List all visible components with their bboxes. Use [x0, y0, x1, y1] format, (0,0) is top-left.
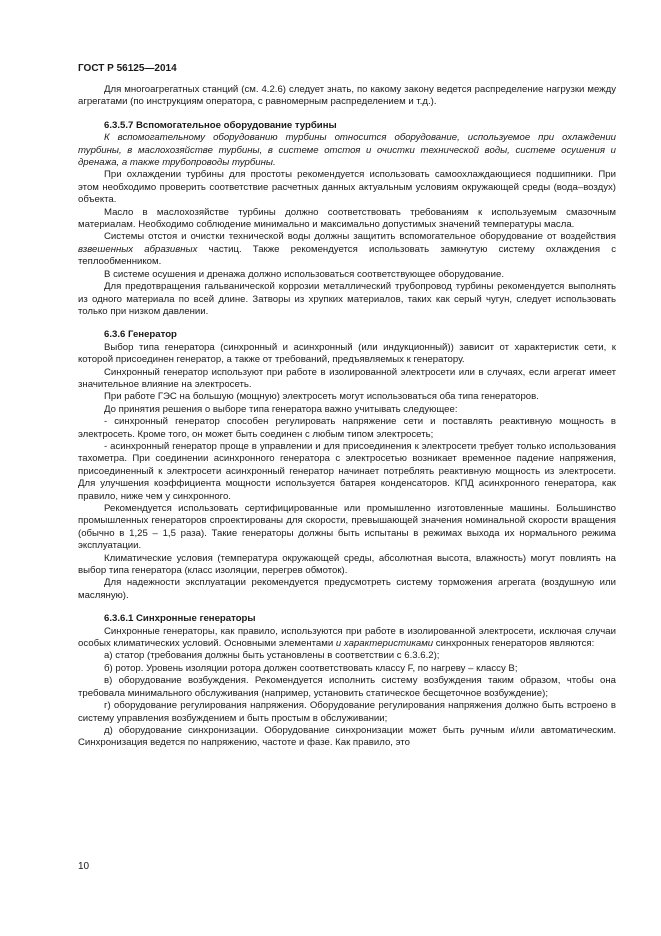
- paragraph: Для предотвращения гальванической коррозии металлический трубопровод турбины рекомендуется выполнять из одного материала по всей длине. Затворы из хрупких материалов, таких как серый чугун, следует использовать только при низком давлении.: [78, 281, 616, 317]
- paragraph: Выбор типа генератора (синхронный и асинхронный (или индукционный)) зависит от характеристик сети, к которой присоединен генератор, а также от требований, предъявляемых к генератору.: [78, 341, 616, 366]
- paragraph: В системе осушения и дренажа должно использоваться соответствующее оборудование.: [104, 268, 504, 280]
- list-item: б) ротор. Уровень изоляции ротора должен соответствовать классу F, по нагреву – классу B;: [104, 662, 518, 674]
- section-heading: 6.3.6.1 Синхронные генераторы: [104, 613, 256, 625]
- list-item: а) статор (требования должны быть установлены в соответствии с 6.3.6.2);: [104, 650, 440, 662]
- document-header: ГОСТ Р 56125—2014: [78, 63, 177, 74]
- paragraph: Синхронный генератор используют при работе в изолированной электросети или в случаях, если агрегат имеет значительное влияние на электросеть.: [78, 366, 616, 390]
- paragraph: [78, 626, 616, 651]
- page-number: 10: [78, 861, 90, 872]
- italic-text: взвешенных абразивных: [78, 243, 198, 255]
- paragraph: Рекомендуется использовать сертифицированные или промышленно изготовленные машины. Большинство промышленных генераторов спроектированы для скорости, превышающей значения номинальной скорости вращения (обычно в 1,25 – 1,5 раза). Такие генераторы должны быть испытаны в режимах выхода их нормального режима эксплуатации.: [78, 503, 616, 552]
- section-heading: 6.3.5.7 Вспомогательное оборудование турбины: [104, 119, 337, 131]
- paragraph: [78, 132, 616, 169]
- paragraph: [78, 231, 616, 268]
- page-body: [78, 84, 616, 750]
- italic-text: и характеристиками: [335, 638, 434, 650]
- text-run: Синхронные генераторы, как правило, используются при работе в изолированной электросети, исключая случаи особых климатических условий. Основными элементами: [78, 625, 616, 650]
- paragraph: Масло в маслохозяйстве турбины должно соответствовать требованиям к используемым смазочным материалам. Необходимо соблюдение минимально и максимально допустимых значений температуры масла.: [78, 206, 616, 231]
- list-item: - асинхронный генератор проще в управлении и для присоединения к электросети требует только использования тахометра. При соединении асинхронного генератора с электросетью возникает временное падение напряжения, присоединенный к электросети асинхронный генератор начинает потреблять реактивную мощность из электросети. Для улучшения коэффициента мощности используется батарея конденсаторов. КПД асинхронного генератора, как правило, ниже чем у синхронного.: [78, 440, 616, 502]
- text-run: частиц. Также рекомендуется использовать замкнутую систему охлаждения с теплообменником.: [78, 243, 616, 268]
- italic-text: К вспомогательному оборудованию турбины относится оборудование, используемое при охлаждении турбины, в маслохозяйстве турбины, в системе отстоя и очистки технической воды, системе осушения и дренажа, а также трубопроводы турбины.: [78, 132, 616, 169]
- paragraph: Для надежности эксплуатации рекомендуется предусмотреть систему торможения агрегата (воздушную или масляную).: [78, 577, 616, 601]
- paragraph: При охлаждении турбины для простоты рекомендуется использовать самоохлаждающиеся подшипники. При этом необходимо проверить соответствие расчетных данных актуальным условиям окружающей среды (вода–воздух) объекта.: [78, 169, 616, 206]
- paragraph: Для многоагрегатных станций (см. 4.2.6) следует знать, по какому закону ведется распределение нагрузки между агрегатами (по инструкциям оператора, с равномерным распределением и т.д.).: [78, 84, 616, 108]
- list-item: - синхронный генератор способен регулировать напряжение сети и поставлять реактивную мощность в электросеть. Кроме того, он может быть соединен с любым типом электросеть;: [78, 416, 616, 440]
- list-item: д) оборудование синхронизации. Оборудование синхронизации может быть ручным и/или автоматическим. Синхронизация ведется по напряжению, частоте и фазе. Как правило, это: [78, 724, 616, 749]
- list-item: г) оборудование регулирования напряжения. Оборудование регулирования напряжения должно быть встроено в систему управления возбуждением и быть простым в обслуживании;: [78, 700, 616, 724]
- paragraph: При работе ГЭС на большую (мощную) электросеть могут использоваться оба типа генераторов.: [104, 391, 539, 403]
- paragraph: До принятия решения о выборе типа генератора важно учитывать следующее:: [104, 403, 458, 415]
- text-run: синхронных генераторов являются:: [433, 638, 595, 650]
- list-item: в) оборудование возбуждения. Рекомендуется исполнить систему возбуждения таким образом, чтобы она требовала минимального обслуживания (например, установить статическое бесщеточное возбуждение);: [78, 675, 616, 699]
- text-run: Системы отстоя и очистки технической воды должны защитить вспомогательное оборудование от воздействия: [104, 231, 616, 243]
- section-heading: 6.3.6 Генератор: [104, 329, 177, 341]
- paragraph: Климатические условия (температура окружающей среды, абсолютная высота, влажность) могут повлиять на выбор типа генератора (класс изоляции, перегрев обмоток).: [78, 552, 616, 577]
